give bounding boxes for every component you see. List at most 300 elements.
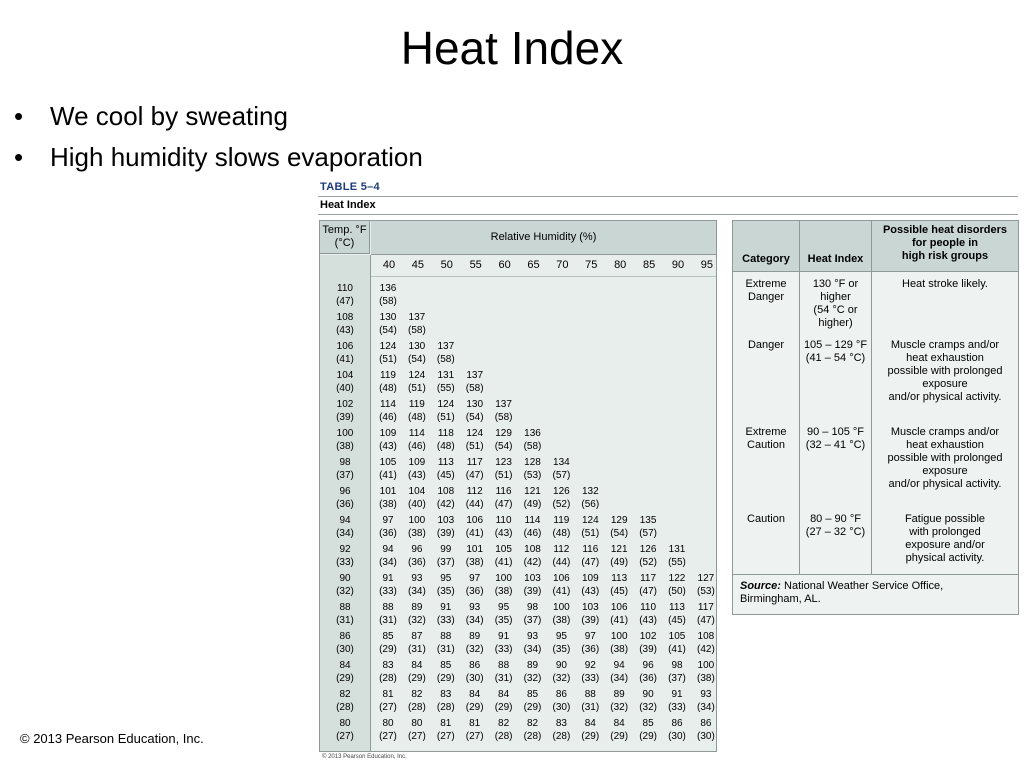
heat-index-f: 84 — [469, 689, 481, 700]
category-line: Caution — [747, 439, 785, 451]
heat-index-cell — [519, 456, 547, 482]
header-category: Category — [742, 253, 790, 265]
heat-index-cell — [461, 601, 489, 627]
heat-index-f: 97 — [469, 573, 481, 584]
heat-index-c: (46) — [523, 528, 542, 539]
divider — [318, 196, 1018, 197]
heat-index-cell — [432, 688, 460, 714]
heat-index-f: 137 — [408, 312, 426, 323]
temperature-f: 108 — [336, 312, 354, 323]
heat-index-f: 100 — [408, 515, 426, 526]
heat-index-c: (41) — [465, 528, 484, 539]
heat-index-f: 84 — [498, 689, 510, 700]
heat-index-f: 119 — [380, 370, 396, 381]
table-row — [320, 717, 716, 746]
heat-index-cell — [432, 369, 460, 395]
category-cell — [733, 278, 799, 304]
copyright: © 2013 Pearson Education, Inc. — [20, 731, 204, 746]
heat-index-cell — [519, 572, 547, 598]
heat-index-cell — [519, 514, 547, 540]
heat-index-cell — [519, 688, 547, 714]
heat-index-c: (51) — [379, 354, 397, 365]
heat-index-cell — [374, 688, 402, 714]
heat-index-cell — [374, 398, 402, 424]
header-disorders-line: for people in — [912, 237, 978, 249]
heat-index-c: (45) — [668, 615, 686, 626]
heat-index-f: 104 — [408, 486, 426, 497]
heat-index-f: 85 — [382, 631, 394, 642]
heat-index-c: (38) — [696, 673, 715, 684]
heat-index-cell — [490, 572, 518, 598]
heat-index-cell — [519, 427, 547, 453]
heat-index-cell — [634, 688, 662, 714]
temperature-c: (27) — [336, 731, 354, 742]
heat-index-f: 81 — [382, 689, 394, 700]
source-text-2: Birmingham, AL. — [740, 593, 821, 605]
heat-index-c: (47) — [696, 615, 715, 626]
temperature-f: 94 — [339, 515, 351, 526]
heat-index-cell — [432, 485, 460, 511]
heat-index-f: 128 — [524, 457, 541, 468]
bullet-dot: • — [14, 101, 24, 131]
temperature-header — [320, 221, 370, 254]
heat-index-f: 83 — [382, 660, 394, 671]
disorders-line: Heat stroke likely. — [902, 278, 988, 290]
heat-index-f: 106 — [466, 515, 484, 526]
heat-index-cell — [519, 717, 547, 743]
table-row — [320, 282, 716, 311]
heat-index-c: (29) — [494, 702, 513, 713]
disorders-line: heat exhaustion — [906, 352, 984, 364]
heat-index-cell — [490, 398, 518, 424]
temperature-label — [320, 485, 370, 511]
heat-index-c: (29) — [523, 702, 542, 713]
heat-index-cell — [374, 485, 402, 511]
heat-index-c: (44) — [552, 557, 571, 568]
heat-index-cell — [461, 717, 489, 743]
temperature-f: 90 — [339, 573, 351, 584]
heat-index-cell — [403, 543, 431, 569]
heat-index-c: (35) — [494, 615, 513, 626]
temperature-f: 106 — [336, 341, 354, 352]
heat-index-f: 93 — [469, 602, 481, 613]
heat-index-f: 86 — [700, 718, 712, 729]
heat-index-c: (39) — [523, 586, 542, 597]
heat-index-cell — [374, 369, 402, 395]
bullet-item — [14, 96, 423, 137]
heat-index-cell — [692, 601, 720, 627]
temperature-label — [320, 427, 370, 453]
heat-index-cell — [432, 543, 460, 569]
heat-index-f: 109 — [379, 428, 397, 439]
index-cell — [800, 339, 871, 365]
heat-index-c: (57) — [639, 528, 657, 539]
heat-index-cell — [547, 456, 575, 482]
heat-index-cell — [461, 572, 489, 598]
heat-index-c: (37) — [523, 615, 542, 626]
heat-index-f: 117 — [640, 573, 657, 584]
temperature-f: 96 — [339, 486, 351, 497]
heat-index-cell — [403, 688, 431, 714]
heat-index-cell — [403, 398, 431, 424]
disorders-line: Fatigue possible — [904, 513, 986, 525]
category-cell — [733, 513, 799, 526]
heat-index-c: (31) — [494, 673, 513, 684]
table-row — [320, 427, 716, 456]
heat-index-f: 90 — [642, 689, 654, 700]
heat-index-c: (58) — [379, 296, 397, 307]
heat-index-cell — [403, 340, 431, 366]
temperature-label — [320, 543, 370, 569]
heat-index-c: (51) — [407, 383, 426, 394]
disorders-line: physical activity. — [905, 552, 985, 564]
heat-index-f: 99 — [440, 544, 452, 555]
heat-index-cell — [461, 398, 489, 424]
heat-index-cell — [432, 514, 460, 540]
heat-index-cell — [634, 717, 662, 743]
heat-index-f: 126 — [639, 544, 657, 555]
heat-index-f: 94 — [613, 660, 625, 671]
table-row — [320, 572, 716, 601]
header-disorders-line: high risk groups — [901, 250, 989, 262]
table-number: TABLE 5–4 — [320, 181, 380, 193]
heat-index-f: 112 — [466, 486, 483, 497]
heat-index-f: 89 — [613, 689, 625, 700]
heat-index-cell — [692, 717, 720, 743]
heat-index-cell — [403, 717, 431, 743]
heat-index-cell — [663, 601, 691, 627]
header-heat-index: Heat Index — [807, 253, 864, 265]
heat-index-c: (57) — [552, 470, 571, 481]
heat-index-c: (48) — [552, 528, 571, 539]
heat-index-f: 116 — [582, 544, 599, 555]
heat-index-c: (27) — [436, 731, 455, 742]
heat-index-cell — [663, 543, 691, 569]
heat-index-cell — [461, 427, 489, 453]
heat-index-cell — [403, 456, 431, 482]
heat-index-cell — [547, 572, 575, 598]
heat-index-cell — [403, 514, 431, 540]
heat-index-f: 92 — [584, 660, 596, 671]
heat-index-f: 102 — [639, 631, 657, 642]
heat-index-c: (33) — [436, 615, 455, 626]
temperature-label — [320, 456, 370, 482]
heat-index-cell — [403, 601, 431, 627]
heat-index-c: (47) — [465, 470, 484, 481]
heat-index-cell — [432, 456, 460, 482]
heat-index-c: (43) — [407, 470, 426, 481]
temperature-c: (29) — [336, 673, 354, 684]
heat-index-c: (42) — [436, 499, 455, 510]
heat-index-f: 88 — [382, 602, 394, 613]
heat-index-f: 97 — [382, 515, 394, 526]
table-row — [320, 688, 716, 717]
heat-index-f: 130 — [379, 312, 397, 323]
heat-index-cell — [547, 514, 575, 540]
table-credit: © 2013 Pearson Education, Inc. — [322, 754, 407, 760]
heat-index-cell — [547, 659, 575, 685]
heat-index-cell — [605, 717, 633, 743]
heat-index-f: 95 — [498, 602, 510, 613]
temperature-c: (41) — [336, 354, 354, 365]
heat-index-c: (58) — [494, 412, 513, 423]
heat-index-c: (32) — [407, 615, 426, 626]
temperature-f: 102 — [336, 399, 354, 410]
heat-index-cell — [576, 688, 604, 714]
heat-index-c: (42) — [523, 557, 542, 568]
source-note — [733, 574, 1018, 614]
heat-index-c: (49) — [523, 499, 542, 510]
heat-index-f: 85 — [526, 689, 539, 700]
heat-index-c: (35) — [552, 644, 571, 655]
temperature-label — [320, 340, 370, 366]
heat-index-cell — [374, 282, 402, 308]
temperature-label — [320, 369, 370, 395]
disorders-line: exposure — [922, 465, 968, 477]
temperature-header-f: Temp. °F — [322, 224, 367, 236]
heat-index-c: (29) — [379, 644, 397, 655]
heat-index-f: 89 — [526, 660, 539, 671]
heat-index-f: 103 — [524, 573, 541, 584]
heat-index-f: 89 — [469, 631, 481, 642]
table-row — [320, 456, 716, 485]
heat-index-f: 110 — [495, 515, 512, 526]
heat-index-cell — [432, 398, 460, 424]
humidity-value: 60 — [498, 259, 511, 271]
heat-index-cell — [605, 630, 633, 656]
header-disorders-line: Possible heat disorders — [882, 224, 1008, 236]
heat-index-f: 105 — [379, 457, 397, 468]
heat-index-c: (43) — [379, 441, 397, 452]
heat-index-f: 126 — [553, 486, 570, 497]
heat-index-c: (50) — [668, 586, 686, 597]
humidity-value: 85 — [642, 259, 656, 271]
heat-index-f: 84 — [584, 718, 596, 729]
heat-index-c: (30) — [465, 673, 484, 684]
heat-index-cell — [634, 630, 662, 656]
index-line: (54 °C or — [813, 304, 858, 316]
index-line: 105 – 129 °F — [803, 339, 868, 351]
index-cell — [800, 513, 871, 539]
heat-index-f: 119 — [408, 399, 425, 410]
heat-index-f: 86 — [469, 660, 481, 671]
table-row — [320, 514, 716, 543]
heat-index-f: 95 — [555, 631, 567, 642]
heat-index-c: (41) — [668, 644, 686, 655]
heat-index-cell — [432, 340, 460, 366]
disorders-cell — [872, 513, 1018, 565]
heat-index-f: 109 — [581, 573, 599, 584]
humidity-value: 70 — [556, 259, 569, 271]
heat-index-cell — [547, 543, 575, 569]
heat-index-c: (36) — [581, 644, 600, 655]
temperature-c: (28) — [336, 702, 354, 713]
heat-index-f: 100 — [495, 573, 512, 584]
heat-index-cell — [461, 514, 489, 540]
heat-index-cell — [692, 688, 720, 714]
heat-index-c: (51) — [436, 412, 455, 423]
category-cell — [733, 426, 799, 452]
heat-index-c: (38) — [407, 528, 426, 539]
temperature-c: (40) — [336, 383, 354, 394]
heat-index-f: 82 — [498, 718, 510, 729]
heat-index-f: 113 — [437, 457, 454, 468]
heat-index-c: (47) — [494, 499, 513, 510]
heat-index-cell — [490, 514, 518, 540]
disorders-line: Muscle cramps and/or — [890, 426, 1000, 438]
heat-index-f: 91 — [671, 689, 683, 700]
temperature-label — [320, 282, 370, 308]
heat-index-cell — [432, 601, 460, 627]
heat-index-c: (58) — [523, 441, 542, 452]
heat-index-c: (32) — [465, 644, 484, 655]
heat-index-c: (32) — [552, 673, 571, 684]
temperature-label — [320, 398, 370, 424]
temperature-f: 100 — [336, 428, 354, 439]
heat-index-c: (33) — [581, 673, 600, 684]
temperature-c: (31) — [336, 615, 354, 626]
humidity-value: 75 — [585, 259, 598, 271]
heat-index-c: (48) — [436, 441, 455, 452]
heat-index-f: 124 — [466, 428, 484, 439]
heat-index-cell — [432, 630, 460, 656]
heat-index-cell — [576, 543, 604, 569]
heat-index-f: 132 — [581, 486, 599, 497]
heat-index-c: (46) — [379, 412, 397, 423]
heat-index-c: (29) — [465, 702, 484, 713]
temperature-f: 92 — [339, 544, 351, 555]
table-row — [320, 340, 716, 369]
heat-index-cell — [634, 601, 662, 627]
heat-index-c: (32) — [639, 702, 657, 713]
disorders-line: with prolonged — [909, 526, 981, 538]
heat-index-f: 83 — [555, 718, 567, 729]
table-row — [320, 630, 716, 659]
heat-index-f: 86 — [555, 689, 567, 700]
heat-index-cell — [374, 717, 402, 743]
table-row — [320, 369, 716, 398]
heat-index-f: 113 — [611, 573, 628, 584]
heat-index-c: (27) — [407, 731, 426, 742]
temperature-label — [320, 659, 370, 685]
heat-index-f: 129 — [610, 515, 628, 526]
bullet-text: We cool by sweating — [50, 101, 288, 131]
heat-index-f: 84 — [613, 718, 625, 729]
heat-index-c: (29) — [581, 731, 600, 742]
heat-index-cell — [461, 485, 489, 511]
heat-index-c: (48) — [379, 383, 397, 394]
heat-index-c: (47) — [639, 586, 657, 597]
heat-index-cell — [519, 485, 547, 511]
heat-index-c: (35) — [436, 586, 455, 597]
heat-index-c: (48) — [407, 412, 426, 423]
temperature-label — [320, 601, 370, 627]
heat-index-cell — [374, 659, 402, 685]
temperature-c: (30) — [336, 644, 354, 655]
heat-index-cell — [576, 630, 604, 656]
heat-index-cell — [374, 311, 402, 337]
disorders-cell — [872, 339, 1018, 404]
heat-index-cell — [374, 543, 402, 569]
heat-index-c: (28) — [379, 673, 397, 684]
heat-index-c: (37) — [668, 673, 686, 684]
heat-index-c: (53) — [523, 470, 542, 481]
heat-index-cell — [490, 717, 518, 743]
temperature-f: 80 — [339, 718, 351, 729]
heat-index-f: 93 — [700, 689, 712, 700]
humidity-value: 90 — [671, 259, 685, 271]
temperature-f: 104 — [336, 370, 354, 381]
heat-index-f: 90 — [555, 660, 567, 671]
temperature-c: (47) — [336, 296, 354, 307]
heat-index-cell — [547, 601, 575, 627]
heat-index-f: 85 — [642, 718, 654, 729]
heat-index-cell — [461, 543, 489, 569]
heat-index-c: (51) — [465, 441, 484, 452]
heat-index-c: (54) — [379, 325, 397, 336]
disorders-line: possible with prolonged — [887, 365, 1003, 377]
temperature-c: (34) — [336, 528, 354, 539]
heat-index-f: 83 — [440, 689, 452, 700]
heat-index-c: (33) — [668, 702, 686, 713]
heat-index-f: 124 — [379, 341, 397, 352]
heat-index-c: (27) — [379, 731, 397, 742]
heat-index-c: (46) — [407, 441, 426, 452]
table-row — [320, 543, 716, 572]
heat-index-c: (37) — [436, 557, 455, 568]
disorders-line: Muscle cramps and/or — [890, 339, 1000, 351]
heat-index-c: (41) — [610, 615, 629, 626]
heat-index-cell — [461, 369, 489, 395]
humidity-value: 45 — [411, 259, 425, 271]
humidity-value: 95 — [700, 259, 714, 271]
heat-index-f: 88 — [498, 660, 510, 671]
heat-index-c: (34) — [523, 644, 542, 655]
heat-index-c: (38) — [465, 557, 484, 568]
heat-index-c: (29) — [407, 673, 426, 684]
heat-index-cell — [461, 456, 489, 482]
heat-index-f: 108 — [524, 544, 541, 555]
disorders-cell — [872, 426, 1018, 491]
heat-index-f: 100 — [697, 660, 715, 671]
heat-index-f: 98 — [671, 660, 683, 671]
temperature-f: 82 — [339, 689, 351, 700]
heat-index-cell — [461, 659, 489, 685]
heat-index-cell — [519, 601, 547, 627]
heat-index-c: (38) — [379, 499, 397, 510]
heat-index-c: (33) — [379, 586, 397, 597]
heat-index-f: 137 — [437, 341, 455, 352]
heat-index-f: 114 — [524, 515, 541, 526]
heat-index-c: (39) — [581, 615, 600, 626]
heat-index-c: (42) — [696, 644, 715, 655]
heat-index-cell — [490, 601, 518, 627]
heat-index-c: (30) — [696, 731, 715, 742]
heat-index-cell — [403, 659, 431, 685]
heat-index-cell — [663, 659, 691, 685]
heat-index-cell — [547, 717, 575, 743]
humidity-value: 40 — [382, 259, 396, 271]
heat-index-cell — [490, 485, 518, 511]
heat-index-table — [319, 220, 717, 752]
temperature-label — [320, 514, 370, 540]
heat-index-cell — [490, 630, 518, 656]
index-line: (41 – 54 °C) — [805, 352, 866, 364]
heat-index-cell — [576, 485, 604, 511]
heat-index-f: 124 — [408, 370, 426, 381]
heat-index-f: 101 — [379, 486, 397, 497]
temperature-c: (39) — [336, 412, 354, 423]
